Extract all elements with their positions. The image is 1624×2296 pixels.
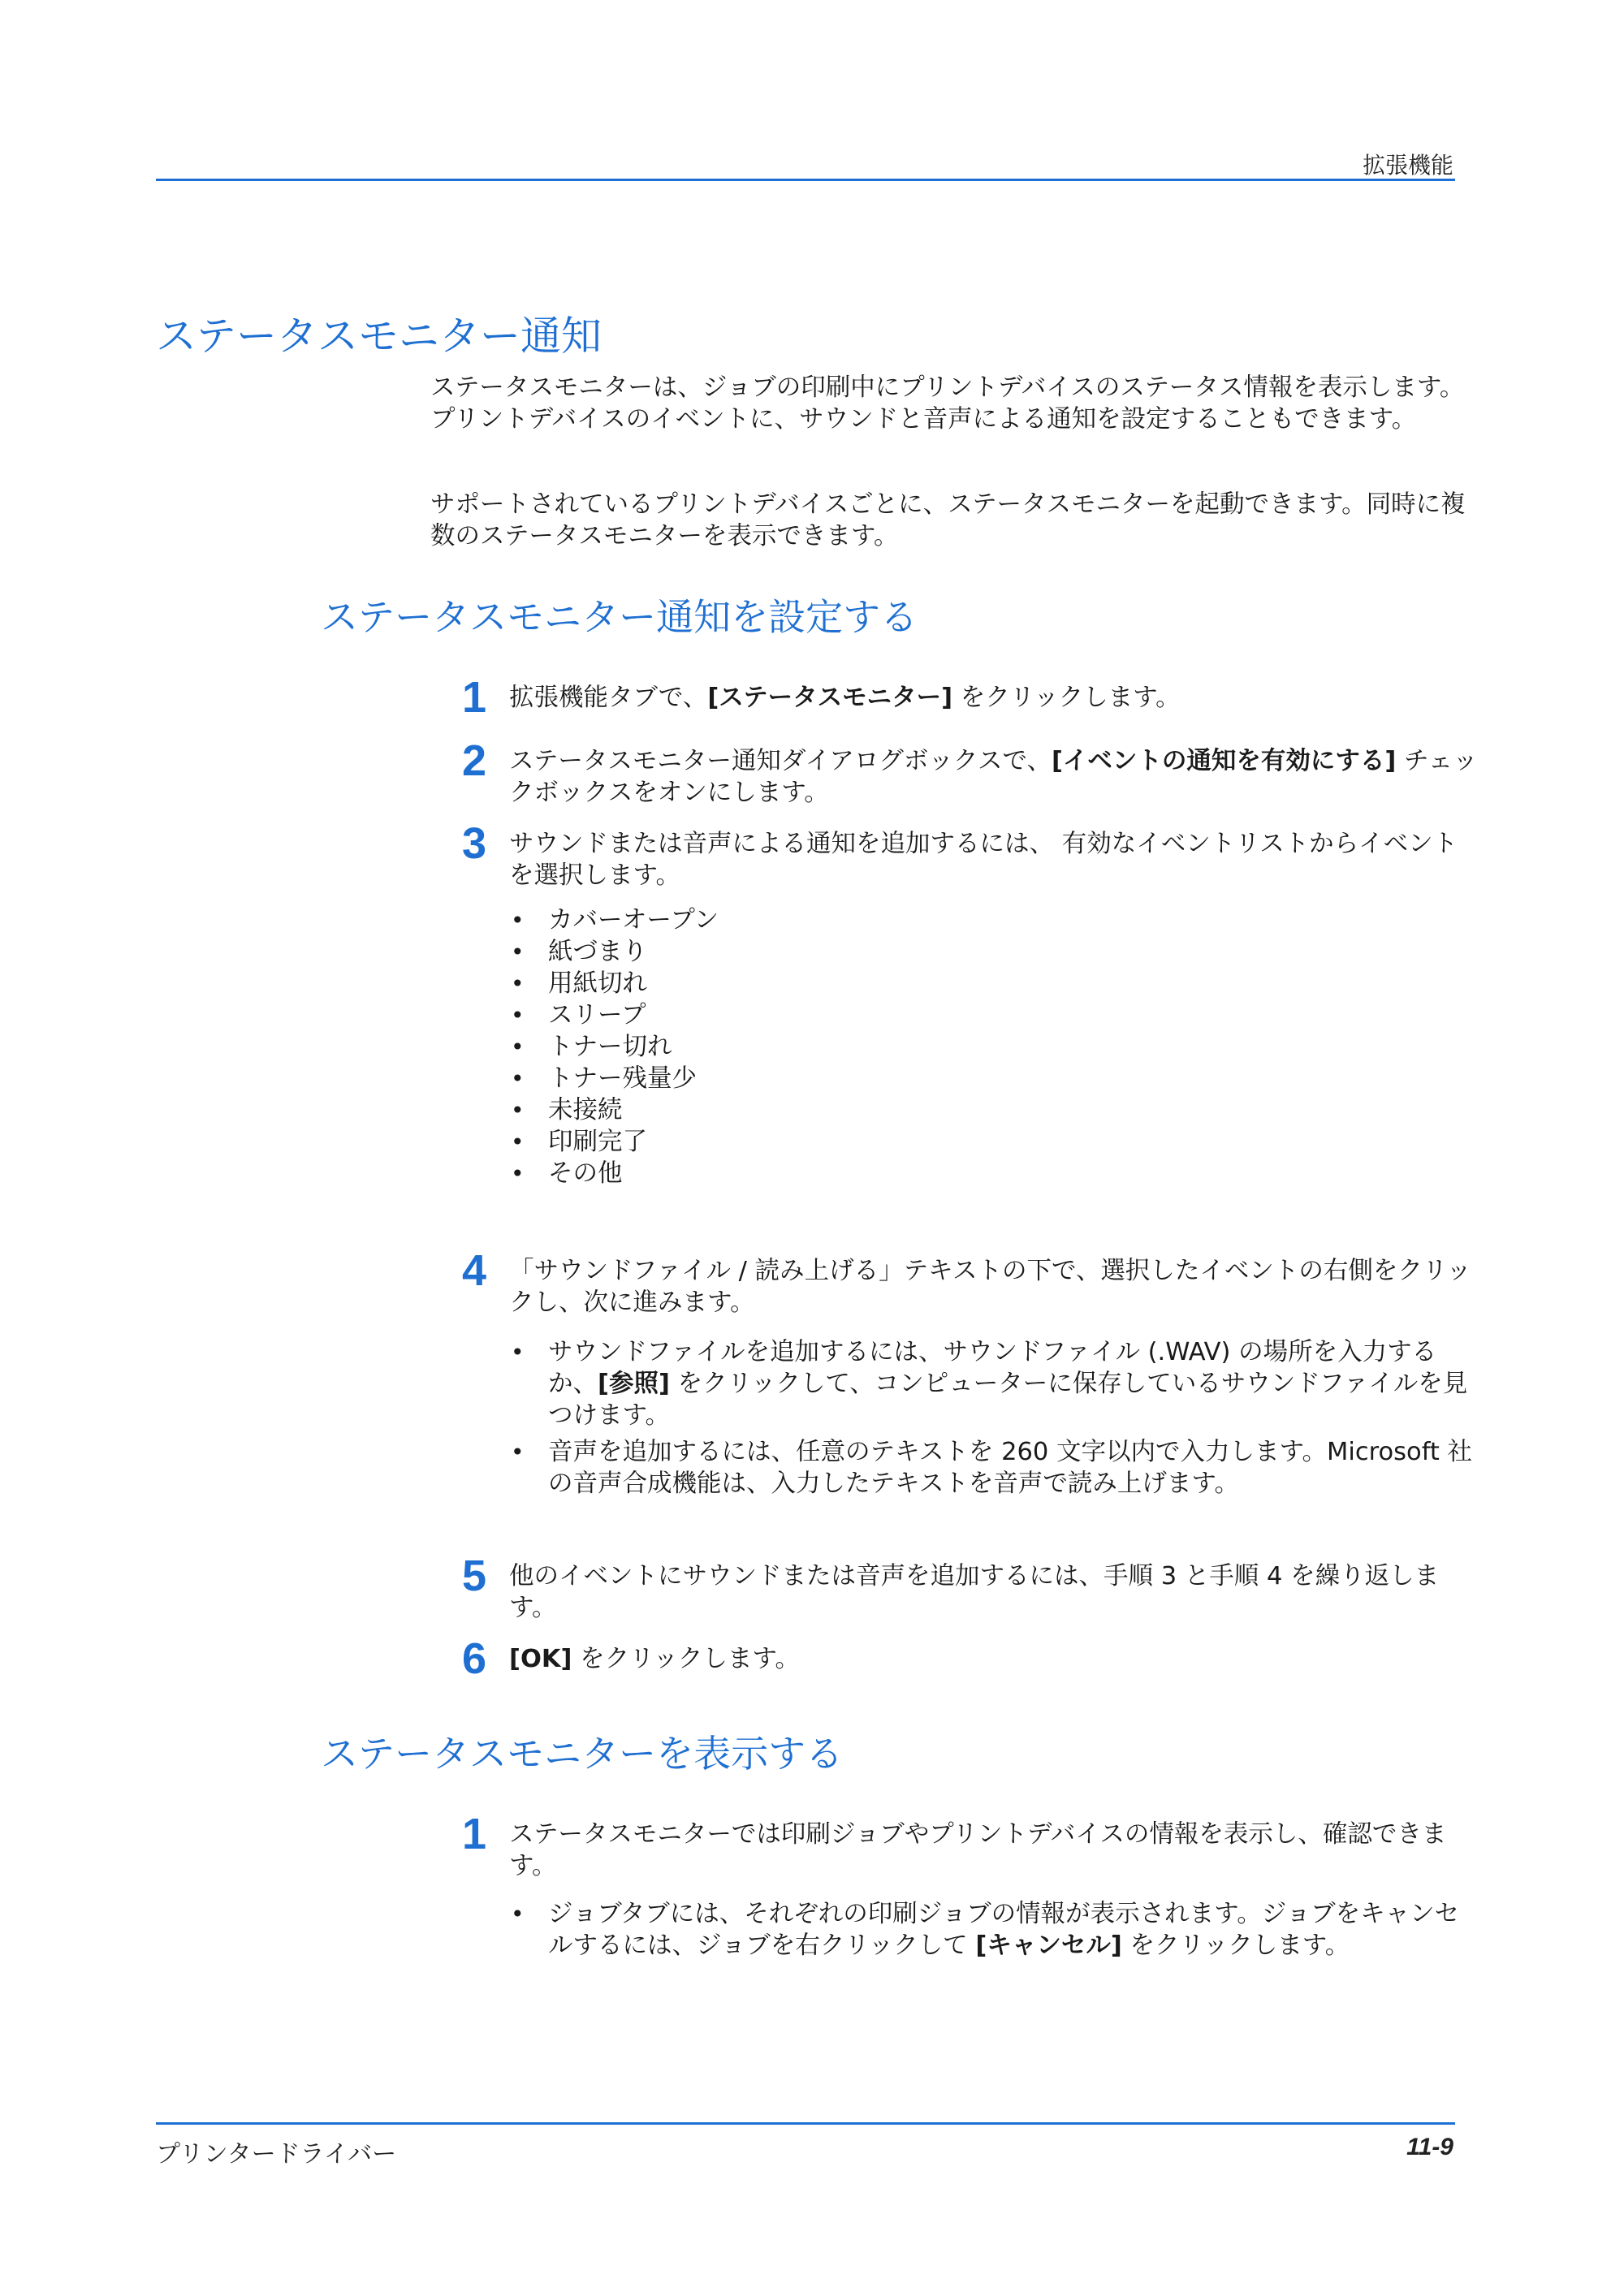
- display-bullets: [508, 1898, 1482, 1962]
- list-item: • カバーオープン: [511, 906, 719, 934]
- ui-label-browse: [参照]: [598, 1370, 670, 1398]
- list-item: • 音声を追加するには、任意のテキストを 260 文字以内で入力します。Microsoft 社の音声合成機能は、入力したテキストを音声で読み上げます。: [511, 1438, 1473, 1498]
- step-number: 1: [462, 1810, 487, 1858]
- step-number: 4: [462, 1246, 487, 1295]
- list-item: • サウンドファイルを追加するには、サウンドファイル (.WAV) の場所を入力するか、[参照] をクリックして、コンピューターに保存しているサウンドファイルを見つけます。: [511, 1338, 1468, 1430]
- list-item: • ジョブタブには、それぞれの印刷ジョブの情報が表示されます。ジョブをキャンセルするには、ジョブを右クリックして [キャンセル] をクリックします。: [511, 1900, 1460, 1960]
- intro-paragraph-2: サポートされているプリントデバイスごとに、ステータスモニターを起動できます。同時に複数のステータスモニターを表示できます。: [430, 490, 1466, 550]
- step-4-bullets: [508, 1336, 1482, 1500]
- step-text: 拡張機能タブで、[ステータスモニター] をクリックします。: [509, 684, 1181, 712]
- list-item: • スリープ: [511, 1001, 646, 1029]
- step-text: [OK] をクリックします。: [509, 1645, 800, 1673]
- step-text: 他のイベントにサウンドまたは音声を追加するには、手順 3 と手順 4 を繰り返します。: [509, 1562, 1440, 1622]
- header-section-label: 拡張機能: [1362, 152, 1453, 179]
- event-list: [508, 904, 1482, 1189]
- step-text: 「サウンドファイル / 読み上げる」テキストの下で、選択したイベントの右側をクリックし、次に進みます。: [509, 1257, 1471, 1317]
- list-item: • その他: [511, 1159, 623, 1188]
- step-number: 3: [462, 819, 487, 868]
- step-number: 2: [462, 736, 487, 785]
- list-item: • 紙づまり: [511, 938, 647, 966]
- step-number: 1: [462, 673, 487, 722]
- list-item: • 未接続: [511, 1096, 623, 1124]
- list-item: • 用紙切れ: [511, 969, 647, 998]
- section-heading-configure: ステータスモニター通知を設定する: [321, 595, 918, 639]
- section-heading-display: ステータスモニターを表示する: [321, 1732, 844, 1776]
- step-text: ステータスモニター通知ダイアログボックスで、[イベントの通知を有効にする] チェックボックスをオンにします。: [509, 747, 1478, 807]
- step-text: サウンドまたは音声による通知を追加するには、 有効なイベントリストからイベントを選択します。: [509, 830, 1458, 890]
- list-item: • トナー切れ: [511, 1033, 672, 1061]
- list-item: • トナー残量少: [511, 1064, 697, 1093]
- ui-label-enable-notification: [イベントの通知を有効にする]: [1051, 747, 1397, 775]
- footer-rule: [156, 2122, 1455, 2125]
- header-rule: [156, 179, 1455, 181]
- step-text: ステータスモニターでは印刷ジョブやプリントデバイスの情報を表示し、確認できます。: [509, 1820, 1447, 1880]
- step-number: 6: [462, 1634, 487, 1683]
- ui-label-status-monitor: [ステータスモニター]: [707, 684, 953, 712]
- step-number: 5: [462, 1552, 487, 1600]
- page-title: ステータスモニター通知: [156, 313, 602, 360]
- footer-page-number: 11-9: [1406, 2134, 1453, 2160]
- ui-label-cancel: [キャンセル]: [975, 1931, 1122, 1960]
- ui-label-ok: [OK]: [509, 1645, 572, 1673]
- footer-manual-title: プリンタードライバー: [156, 2140, 397, 2169]
- intro-paragraph-1: ステータスモニターは、ジョブの印刷中にプリントデバイスのステータス情報を表示します。プリントデバイスのイベントに、サウンドと音声による通知を設定することもできます。: [430, 373, 1465, 434]
- list-item: • 印刷完了: [511, 1128, 647, 1156]
